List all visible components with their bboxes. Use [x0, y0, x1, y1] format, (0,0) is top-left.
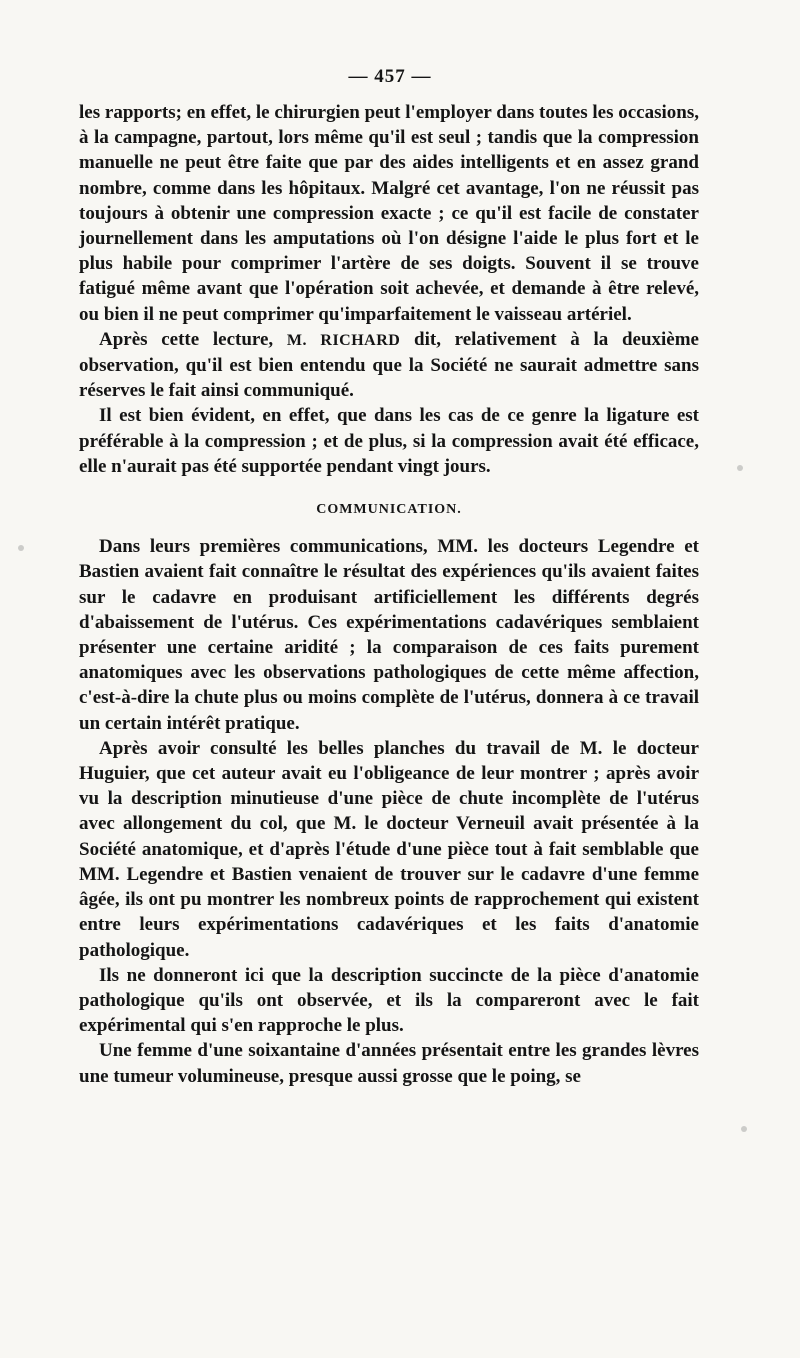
page-text	[79, 100, 699, 1089]
paragraph-2-prefix: Après cette lecture,	[99, 328, 287, 350]
page-speck-right-2	[741, 1126, 747, 1132]
paragraph-6: Ils ne donneront ici que la description succincte de la pièce d'anatomie pathologique qu'ils ont observée, et ils la compareront avec le fait expérimental qui s'en rapproche le plus.	[79, 964, 699, 1037]
page-speck-left	[18, 545, 24, 551]
paragraph-4: Dans leurs premières communications, MM. les docteurs Legendre et Bastien avaient fait connaître le résultat des expériences qu'ils avaient faites sur le cadavre en produisant artificiellement les différents degrés d'abaissement de l'utérus. Ces expérimentations cadavériques semblaient présenter une certaine aridité ; la comparaison de ces faits purement anatomiques avec les observations pathologiques de cette même affection, c'est-à-dire la chute plus ou moins complète de l'utérus, donnera à ce travail un certain intérêt pratique.	[79, 536, 699, 734]
paragraph-2-suffix: dit, relativement à la deuxième observation, qu'il est bien entendu que la Société ne saurait admettre sans réserves le fait ainsi communiqué.	[79, 328, 699, 402]
page-speck-right-1	[737, 465, 743, 471]
speaker-name: M. RICHARD	[286, 331, 401, 349]
paragraph-7: Une femme d'une soixantaine d'années présentait entre les grandes lèvres une tumeur volumineuse, presque aussi grosse que le poing, se	[79, 1040, 699, 1087]
paragraph-5: Après avoir consulté les belles planches du travail de M. le docteur Huguier, que cet auteur avait eu l'obligeance de leur montrer ; après avoir vu la description minutieuse d'une pièce de chute incomplète de l'utérus avec allongement du col, que M. le docteur Verneuil avait présentée à la Société anatomique, et d'après l'étude d'une pièce tout à fait semblable que MM. Legendre et Bastien venaient de trouver sur le cadavre d'une femme âgée, ils ont pu montrer les nombreux points de rapprochement qui existent entre leurs expérimentations cadavériques et les faits d'anatomie pathologique.	[79, 737, 699, 961]
section-heading: COMMUNICATION.	[316, 502, 462, 518]
paragraph-2	[79, 327, 699, 404]
paragraph-3: Il est bien évident, en effet, que dans les cas de ce genre la ligature est préférable à la compression ; et de plus, si la compression avait été efficace, elle n'aurait pas été supportée pendant vingt jours.	[79, 405, 699, 477]
page-number: — 457 —	[348, 66, 432, 87]
paragraph-1: les rapports; en effet, le chirurgien peut l'employer dans toutes les occasions, à la campagne, partout, lors même qu'il est seul ; tandis que la compression manuelle ne peut être faite que par des aides intelligents et en assez grand nombre, comme dans les hôpitaux. Malgré cet avantage, l'on ne réussit pas toujours à obtenir une compression exacte ; ce qu'il est facile de constater journellement dans les amputations où l'on désigne l'aide le plus fort et le plus habile pour comprimer l'artère de ses doigts. Souvent il se trouve fatigué même avant que l'opération soit achevée, et demande à être relevé, ou bien il ne peut comprimer qu'imparfaitement le vaisseau artériel.	[79, 102, 699, 325]
